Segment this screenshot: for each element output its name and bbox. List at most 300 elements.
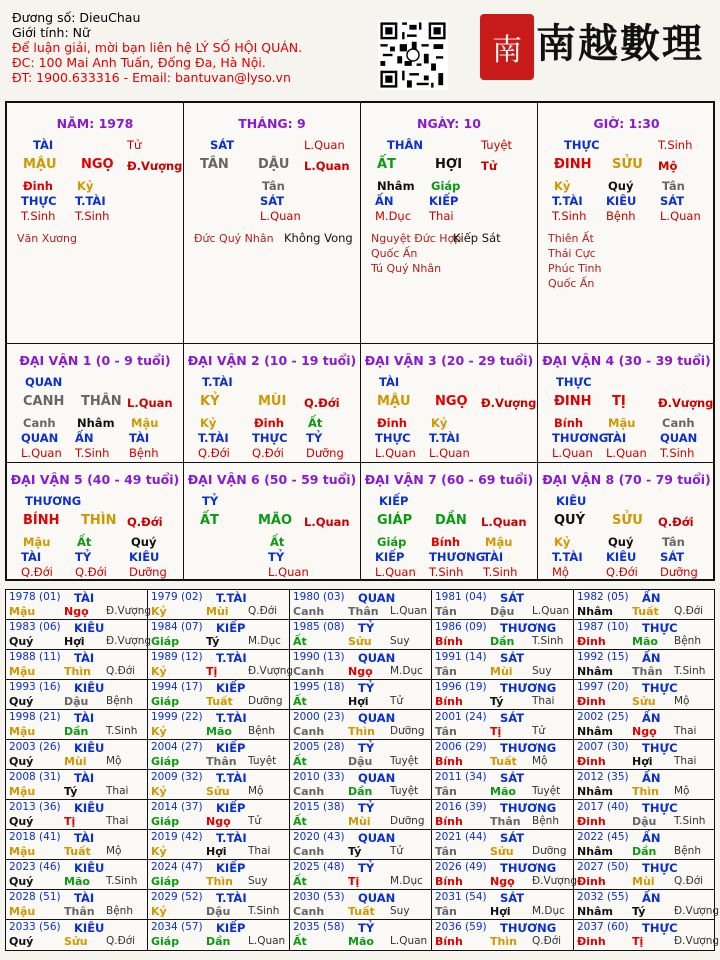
year-star: ẤN [642,831,661,845]
year-chi: Dậu [64,695,89,708]
shen-sha: Quốc Ấn [371,247,418,260]
year-label: 2000 (23) [293,711,345,723]
year-star: THỰC [642,801,678,815]
year-can: Bính [435,695,463,708]
hidden-phase: Mộ [552,565,569,579]
year-star: THƯƠNG [500,741,557,755]
hidden-stem: Canh [662,416,695,430]
year-can: Kỷ [151,725,167,738]
daivan-chi: MÙI [258,394,287,409]
year-can: Tân [435,725,457,738]
year-chi: Thìn [206,875,233,888]
pillar-phase-top: Tử [127,138,142,152]
year-chi: Hợi [348,695,369,708]
hidden-star: T.TÀI [552,550,583,564]
hidden-stem: Kỷ [431,416,448,430]
year-cell [290,920,432,950]
year-can: Canh [293,785,325,798]
pillar-phase: Mộ [658,159,678,173]
hidden-phase: Bệnh [606,209,636,223]
daivan-can: GIÁP [377,513,413,528]
hidden-stem: Nhâm [377,179,415,193]
hidden-phase: Q.Đới [606,565,638,579]
year-can: Kỷ [151,785,167,798]
year-chi: Dậu [632,815,657,828]
daivan-box [184,463,361,581]
hidden-phase: Dưỡng [660,565,698,579]
hidden-star: KIÊU [606,550,637,564]
seal-stamp [480,14,534,80]
year-star: ẤN [642,771,661,785]
year-chi: Dần [206,935,231,948]
year-cell [148,680,290,710]
year-label: 1986 (09) [435,621,487,633]
year-label: 1994 (17) [151,681,203,693]
phone-line: ĐT: 1900.633316 - Email: bantuvan@lyso.vn [12,70,291,85]
year-chi: Tị [348,875,360,888]
year-cell [574,710,714,740]
year-can: Quý [9,875,34,888]
year-phase: Suy [248,875,268,887]
year-phase: M.Dục [390,875,423,887]
year-label: 2013 (36) [9,801,61,813]
pillar-chi: SỬU [612,157,643,172]
year-cell [574,650,714,680]
year-can: Canh [293,845,325,858]
hidden-stem: Mậu [131,416,159,430]
shen-sha: Nguyệt Đức Hợp [371,232,462,245]
year-chi: Ngọ [206,815,231,828]
hidden-stem: Kỷ [77,179,94,193]
year-phase: Bệnh [674,845,701,857]
year-can: Nhâm [577,605,613,618]
year-star: TÀI [74,771,95,785]
shen-sha: Thái Cực [548,247,596,260]
hidden-star: ẤN [375,194,394,208]
year-phase: Mộ [532,755,548,767]
year-chi: Dần [632,845,657,858]
header-info [12,10,392,85]
hidden-star: THỰC [21,194,57,208]
year-can: Giáp [151,695,180,708]
pillar-phase: L.Quan [304,159,350,173]
year-phase: Bệnh [532,815,559,827]
year-can: Nhâm [577,785,613,798]
year-label: 2021 (44) [435,831,487,843]
year-cell [574,770,714,800]
year-can: Bính [435,635,463,648]
pillar-phase-top: L.Quan [304,138,345,152]
year-phase: M.Dục [390,665,423,677]
year-chi: Dậu [206,905,231,918]
year-chi: Thân [632,665,663,678]
hidden-stem: Kỷ [554,535,571,549]
daivan-box [538,463,715,581]
year-label: 2005 (28) [293,741,345,753]
year-can: Bính [435,755,463,768]
year-phase: T.Sinh [106,725,138,737]
year-star: THƯƠNG [500,861,557,875]
year-phase: Mộ [106,845,122,857]
year-label: 2022 (45) [577,831,629,843]
year-label: 1993 (16) [9,681,61,693]
pillar-chi: DẬU [258,157,290,172]
year-cell [432,920,574,950]
year-can: Canh [293,665,325,678]
hidden-phase: Dưỡng [129,565,167,579]
hidden-phase: Thai [429,209,454,223]
year-label: 1996 (19) [435,681,487,693]
year-star: TỶ [358,621,375,635]
hidden-star: ẤN [75,431,94,445]
year-chi: Tuất [632,605,659,618]
year-chi: Ngọ [490,875,515,888]
year-label: 2010 (33) [293,771,345,783]
shen-sha: Không Vong [284,231,353,245]
pillar-star: THỰC [564,138,600,152]
year-phase: L.Quan [390,935,428,947]
year-can: Tân [435,605,457,618]
year-phase: Q.Đới [106,935,136,947]
year-star: SÁT [500,591,525,605]
daivan-star: THỰC [556,375,592,389]
year-can: Tân [435,905,457,918]
year-phase: L.Quan [390,605,428,617]
year-star: TÀI [74,651,95,665]
hidden-phase: L.Quan [375,446,416,460]
year-can: Giáp [151,935,180,948]
year-cell [574,920,720,950]
daivan-chi: DẦN [435,513,467,528]
year-cell [432,860,578,890]
year-chi: Tị [64,815,76,828]
hidden-star: TỶ [306,431,323,445]
daivan-star: QUAN [25,375,63,389]
hidden-star: TÀI [129,431,150,445]
year-star: TỶ [358,741,375,755]
hidden-star: T.TÀI [198,431,229,445]
year-star: SÁT [500,651,525,665]
pillar-box [361,103,538,344]
year-can: Giáp [151,875,180,888]
hidden-phase: L.Quan [429,446,470,460]
daivan-can: ĐINH [554,394,592,409]
year-cell [6,710,148,740]
daivan-chi: SỬU [612,513,643,528]
year-star: THƯƠNG [500,801,557,815]
year-cell [290,860,432,890]
year-label: 1998 (21) [9,711,61,723]
year-can: Giáp [151,755,180,768]
year-cell [148,890,290,920]
year-chi: Tuất [206,695,233,708]
year-label: 1990 (13) [293,651,345,663]
year-phase: Tuyệt [390,755,419,767]
hidden-stem: Canh [23,416,56,430]
hidden-star: TÀI [606,431,627,445]
year-phase: T.Sinh [106,875,138,887]
year-chi: Ngọ [64,605,89,618]
year-phase: M.Dục [248,635,281,647]
shen-sha: Văn Xương [17,232,77,245]
daivan-phase: Q.Đới [304,396,340,410]
year-can: Canh [293,905,325,918]
year-phase: Bệnh [674,635,701,647]
hidden-stem: Ất [77,535,92,549]
year-cell [148,830,290,860]
year-can: Ất [293,635,307,648]
year-phase: T.Sinh [674,815,706,827]
year-chi: Ngọ [632,725,657,738]
year-star: KIẾP [216,921,246,935]
year-label: 1991 (14) [435,651,487,663]
year-can: Ất [293,695,307,708]
year-star: TÀI [74,831,95,845]
daivan-can: MẬU [377,394,411,409]
year-phase: Mộ [674,695,690,707]
year-star: KIÊU [74,621,105,635]
year-star: KIẾP [216,801,246,815]
year-can: Mậu [9,785,36,798]
year-phase: Tuyệt [248,755,277,767]
chart-main [5,101,715,581]
year-cell [6,740,148,770]
year-label: 2030 (53) [293,891,345,903]
year-label: 2014 (37) [151,801,203,813]
hidden-phase: L.Quan [268,565,309,579]
year-phase: Bệnh [106,905,133,917]
year-star: TÀI [74,591,95,605]
year-cell [432,590,574,620]
year-star: TỶ [358,681,375,695]
year-can: Đinh [577,635,606,648]
year-phase: Q.Đới [674,605,704,617]
year-star: ẤN [642,651,661,665]
hidden-star: THỰC [252,431,288,445]
year-can: Kỷ [151,845,167,858]
year-label: 1992 (15) [577,651,629,663]
year-phase: Đ.Vượng [248,665,294,677]
year-cell [432,710,574,740]
daivan-star: T.TÀI [202,375,233,389]
year-label: 2033 (56) [9,921,61,933]
hidden-stem: Quý [608,179,634,193]
hidden-stem: Giáp [377,535,407,549]
hidden-phase: T.Sinh [429,565,464,579]
year-can: Giáp [151,635,180,648]
year-star: ẤN [642,891,661,905]
year-star: KIÊU [74,681,105,695]
hidden-star: T.TÀI [75,194,106,208]
shen-sha: Phúc Tinh [548,262,602,275]
year-star: T.TÀI [216,771,247,785]
year-chi: Thân [206,755,237,768]
year-chi: Tý [206,635,220,648]
year-can: Kỷ [151,905,167,918]
year-chi: Sửu [64,935,88,948]
hidden-stem: Mậu [608,416,636,430]
year-label: 1982 (05) [577,591,629,603]
year-can: Quý [9,695,34,708]
year-chi: Sửu [206,785,230,798]
year-cell [290,830,432,860]
daivan-phase: Đ.Vượng [481,396,537,410]
hidden-stem: Tân [262,179,285,193]
year-cell [574,590,714,620]
year-label: 2032 (55) [577,891,629,903]
daivan-star: KIẾP [379,494,409,508]
year-label: 2018 (41) [9,831,61,843]
hidden-phase: T.Sinh [21,209,56,223]
year-phase: Mộ [248,785,264,797]
daivan-chi: NGỌ [435,394,468,409]
year-cell [148,770,290,800]
year-chi: Hợi [632,755,653,768]
hidden-stem: Bính [554,416,584,430]
year-star: KIÊU [74,801,105,815]
year-chi: Thân [348,605,379,618]
hidden-phase: Bệnh [129,446,159,460]
hidden-stem: Giáp [431,179,461,193]
year-phase: Thai [248,845,271,857]
year-label: 1979 (02) [151,591,203,603]
year-cell [432,740,574,770]
year-can: Mậu [9,845,36,858]
year-label: 1985 (08) [293,621,345,633]
hidden-phase: T.Sinh [552,209,587,223]
gender-line: Giới tính: Nữ [12,25,90,40]
year-label: 2026 (49) [435,861,487,873]
year-phase: Bệnh [106,695,133,707]
hidden-phase: T.Sinh [483,565,518,579]
year-chi: Dậu [348,755,373,768]
pillar-can: ẤT [377,157,396,172]
hidden-stem: Quý [131,535,157,549]
hidden-star: THƯƠNG [552,431,609,445]
year-can: Canh [293,605,325,618]
year-star: T.TÀI [216,591,247,605]
year-cell [432,650,574,680]
year-can: Quý [9,815,34,828]
hidden-star: SÁT [660,194,685,208]
daivan-chi: MÃO [258,513,293,528]
year-cell [6,860,148,890]
year-phase: Mộ [674,785,690,797]
year-star: QUAN [358,711,396,725]
year-label: 2037 (60) [577,921,629,933]
hidden-phase: Q.Đới [75,565,107,579]
hidden-star: QUAN [660,431,698,445]
daivan-box [7,344,184,463]
year-phase: Tử [390,695,404,707]
hidden-star: KIÊU [606,194,637,208]
year-phase: Đ.Vượng [674,935,720,947]
year-can: Canh [293,725,325,738]
hidden-star: TỶ [75,550,92,564]
hidden-star: SÁT [260,194,285,208]
year-phase: T.Sinh [674,665,706,677]
year-label: 2024 (47) [151,861,203,873]
year-cell [6,620,152,650]
pillar-box [7,103,184,344]
hidden-stem: Nhâm [77,416,115,430]
year-cell [290,770,432,800]
year-phase: Q.Đới [248,605,278,617]
year-cell [432,620,574,650]
year-chi: Mùi [348,815,371,828]
year-phase: Đ.Vượng [106,605,152,617]
year-chi: Mão [490,785,516,798]
hidden-phase: L.Quan [21,446,62,460]
year-can: Đinh [577,935,606,948]
year-star: THỰC [642,921,678,935]
hidden-stem: Kỷ [200,416,217,430]
hidden-star: KIÊU [129,550,160,564]
year-cell [148,920,290,950]
hidden-phase: L.Quan [375,565,416,579]
daivan-title: ĐẠI VẬN 6 (50 - 59 tuổi) [187,472,357,487]
year-label: 2008 (31) [9,771,61,783]
year-star: THỰC [642,741,678,755]
pillar-title: GIỜ: 1:30 [593,116,660,131]
year-label: 2017 (40) [577,801,629,813]
year-cell [6,890,148,920]
year-chi: Hợi [206,845,227,858]
year-phase: Suy [532,665,552,677]
year-label: 1981 (04) [435,591,487,603]
year-star: QUAN [358,591,396,605]
year-chi: Tuất [490,755,517,768]
year-chi: Tý [348,845,362,858]
year-star: TỶ [358,861,375,875]
year-cell [6,650,148,680]
hidden-star: T.TÀI [552,194,583,208]
year-star: KIẾP [216,621,246,635]
daivan-box [361,463,538,581]
year-phase: Mộ [106,755,122,767]
year-cell [290,800,432,830]
year-cell [574,860,714,890]
year-star: T.TÀI [216,831,247,845]
year-can: Quý [9,935,34,948]
year-chi: Dậu [490,605,515,618]
year-phase: Thai [106,785,129,797]
year-chi: Mùi [206,605,229,618]
year-star: THƯƠNG [500,921,557,935]
shen-sha: Kiếp Sát [453,231,501,245]
year-cell [574,800,714,830]
daivan-phase: L.Quan [304,515,350,529]
year-chi: Thìn [348,725,375,738]
year-star: THƯƠNG [500,621,557,635]
year-star: T.TÀI [216,711,247,725]
year-can: Quý [9,635,34,648]
year-can: Bính [435,815,463,828]
daivan-title: ĐẠI VẬN 8 (70 - 79 tuổi) [542,472,711,487]
hidden-stem: Ất [308,416,323,430]
pillar-phase: Đ.Vượng [127,159,183,173]
year-label: 2004 (27) [151,741,203,753]
year-star: QUAN [358,651,396,665]
hidden-star: THƯƠNG [429,550,486,564]
hidden-stem: Đinh [377,416,407,430]
year-cell [148,800,290,830]
hidden-phase: L.Quan [660,209,701,223]
year-phase: L.Quan [248,935,286,947]
brand-logo: 南越數理 [536,20,704,67]
daivan-box [184,344,361,463]
year-chi: Tị [490,725,502,738]
